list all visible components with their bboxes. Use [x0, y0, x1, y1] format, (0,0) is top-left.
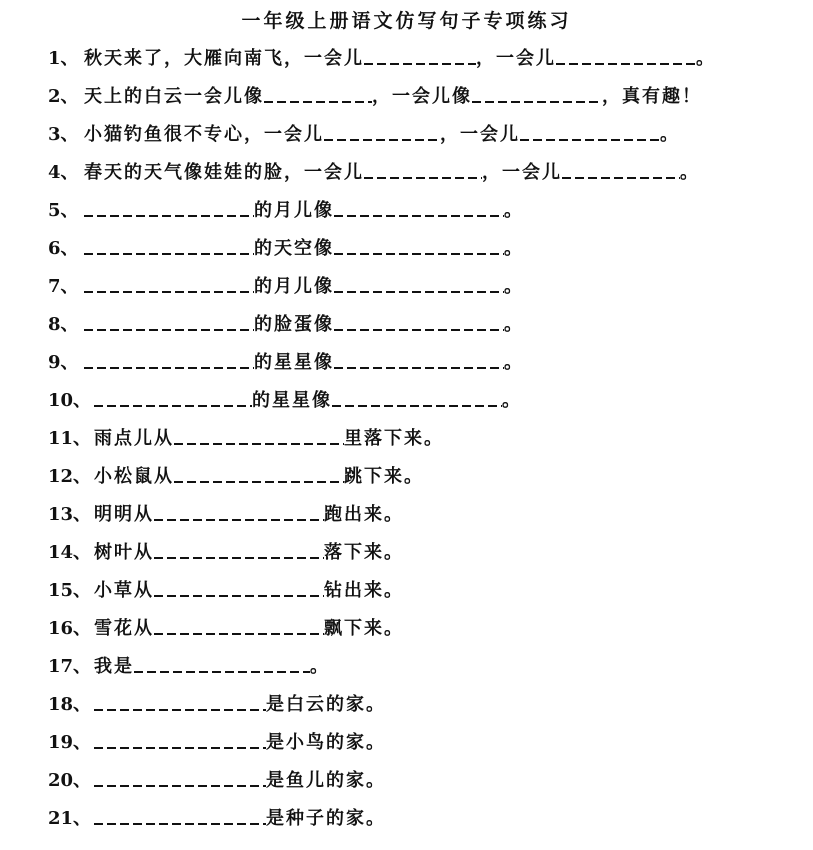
- sentence-text: 是种子的家。: [266, 808, 386, 829]
- exercise-item: [48, 46, 716, 72]
- sentence-text: 。: [504, 352, 524, 373]
- exercise-item: [48, 464, 424, 490]
- exercise-item: [48, 616, 404, 642]
- item-number: 21、: [48, 808, 92, 829]
- sentence-text: ，一会儿: [482, 162, 562, 183]
- sentence-text: 。: [502, 390, 522, 411]
- sentence-text: 。: [504, 200, 524, 221]
- exercise-item: [48, 312, 524, 338]
- exercise-item: [48, 806, 386, 832]
- sentence-text: 小猫钓鱼很不专心，一会儿: [84, 124, 324, 145]
- fill-in-blank[interactable]: [364, 63, 476, 65]
- fill-in-blank[interactable]: [84, 367, 254, 369]
- exercise-item: [48, 692, 386, 718]
- fill-in-blank[interactable]: [472, 101, 602, 103]
- exercise-item: [48, 198, 524, 224]
- fill-in-blank[interactable]: [334, 253, 504, 255]
- exercise-item: [48, 654, 330, 680]
- sentence-text: 秋天来了，大雁向南飞，一会儿: [84, 48, 364, 69]
- item-number: 1、: [48, 48, 79, 69]
- item-number: 19、: [48, 732, 92, 753]
- fill-in-blank[interactable]: [84, 329, 254, 331]
- fill-in-blank[interactable]: [154, 519, 324, 521]
- exercise-item: [48, 426, 444, 452]
- sentence-text: 树叶从: [94, 542, 154, 563]
- sentence-text: 天上的白云一会儿像: [84, 86, 264, 107]
- sentence-text: 。: [504, 238, 524, 259]
- item-number: 20、: [48, 770, 92, 791]
- item-number: 10、: [48, 390, 92, 411]
- exercise-item: [48, 84, 702, 110]
- sentence-text: 春天的天气像娃娃的脸，一会儿: [84, 162, 364, 183]
- sentence-text: 的天空像: [254, 238, 334, 259]
- exercise-item: [48, 350, 524, 376]
- item-number: 7、: [48, 276, 79, 297]
- sentence-text: 飘下来。: [324, 618, 404, 639]
- sentence-text: 。: [310, 656, 330, 677]
- sentence-text: 小松鼠从: [94, 466, 174, 487]
- sentence-text: 的星星像: [254, 352, 334, 373]
- exercise-item: [48, 540, 404, 566]
- fill-in-blank[interactable]: [174, 443, 344, 445]
- sentence-text: ，一会儿: [476, 48, 556, 69]
- fill-in-blank[interactable]: [84, 291, 254, 293]
- fill-in-blank[interactable]: [562, 177, 680, 179]
- fill-in-blank[interactable]: [94, 709, 266, 711]
- item-number: 3、: [48, 124, 79, 145]
- item-number: 16、: [48, 618, 92, 639]
- item-number: 2、: [48, 86, 79, 107]
- exercise-item: [48, 768, 386, 794]
- sentence-text: 的星星像: [252, 390, 332, 411]
- sentence-text: 钻出来。: [324, 580, 404, 601]
- sentence-text: 。: [504, 314, 524, 335]
- sentence-text: 雪花从: [94, 618, 154, 639]
- sentence-text: 是小鸟的家。: [266, 732, 386, 753]
- item-number: 8、: [48, 314, 79, 335]
- exercise-item: [48, 502, 404, 528]
- sentence-text: 。: [680, 162, 700, 183]
- item-number: 12、: [48, 466, 92, 487]
- sentence-text: 小草从: [94, 580, 154, 601]
- sentence-text: 是白云的家。: [266, 694, 386, 715]
- fill-in-blank[interactable]: [324, 139, 440, 141]
- item-number: 9、: [48, 352, 79, 373]
- fill-in-blank[interactable]: [334, 367, 504, 369]
- fill-in-blank[interactable]: [334, 329, 504, 331]
- sentence-text: 我是: [94, 656, 134, 677]
- fill-in-blank[interactable]: [134, 671, 310, 673]
- item-number: 17、: [48, 656, 92, 677]
- sentence-text: 。: [696, 48, 716, 69]
- item-number: 11、: [48, 428, 92, 449]
- exercise-item: [48, 236, 524, 262]
- item-number: 4、: [48, 162, 79, 183]
- sentence-text: 明明从: [94, 504, 154, 525]
- sentence-text: ，一会儿像: [372, 86, 472, 107]
- sentence-text: 的月儿像: [254, 200, 334, 221]
- fill-in-blank[interactable]: [332, 405, 502, 407]
- exercise-item: [48, 122, 680, 148]
- fill-in-blank[interactable]: [94, 785, 266, 787]
- fill-in-blank[interactable]: [94, 747, 266, 749]
- item-number: 6、: [48, 238, 79, 259]
- exercise-item: [48, 730, 386, 756]
- fill-in-blank[interactable]: [154, 633, 324, 635]
- item-number: 14、: [48, 542, 92, 563]
- sentence-text: 的脸蛋像: [254, 314, 334, 335]
- item-number: 5、: [48, 200, 79, 221]
- fill-in-blank[interactable]: [556, 63, 696, 65]
- sentence-text: 。: [504, 276, 524, 297]
- fill-in-blank[interactable]: [84, 215, 254, 217]
- sentence-text: 。: [660, 124, 680, 145]
- fill-in-blank[interactable]: [154, 557, 324, 559]
- fill-in-blank[interactable]: [334, 215, 504, 217]
- item-number: 13、: [48, 504, 92, 525]
- sentence-text: 的月儿像: [254, 276, 334, 297]
- sentence-text: 落下来。: [324, 542, 404, 563]
- item-number: 18、: [48, 694, 92, 715]
- exercise-item: [48, 274, 524, 300]
- sentence-text: 雨点儿从: [94, 428, 174, 449]
- sentence-text: 里落下来。: [344, 428, 444, 449]
- fill-in-blank[interactable]: [334, 291, 504, 293]
- exercise-item: [48, 578, 404, 604]
- sentence-text: 是鱼儿的家。: [266, 770, 386, 791]
- sentence-text: ，真有趣！: [602, 86, 702, 107]
- fill-in-blank[interactable]: [84, 253, 254, 255]
- fill-in-blank[interactable]: [520, 139, 660, 141]
- exercise-item: [48, 160, 700, 186]
- fill-in-blank[interactable]: [264, 101, 372, 103]
- sentence-text: 跳下来。: [344, 466, 424, 487]
- fill-in-blank[interactable]: [94, 405, 252, 407]
- sentence-text: ，一会儿: [440, 124, 520, 145]
- fill-in-blank[interactable]: [364, 177, 482, 179]
- sentence-text: 跑出来。: [324, 504, 404, 525]
- worksheet-title: 一年级上册语文仿写句子专项练习: [241, 10, 572, 32]
- exercise-item: [48, 388, 522, 414]
- fill-in-blank[interactable]: [94, 823, 266, 825]
- fill-in-blank[interactable]: [174, 481, 344, 483]
- item-number: 15、: [48, 580, 92, 601]
- fill-in-blank[interactable]: [154, 595, 324, 597]
